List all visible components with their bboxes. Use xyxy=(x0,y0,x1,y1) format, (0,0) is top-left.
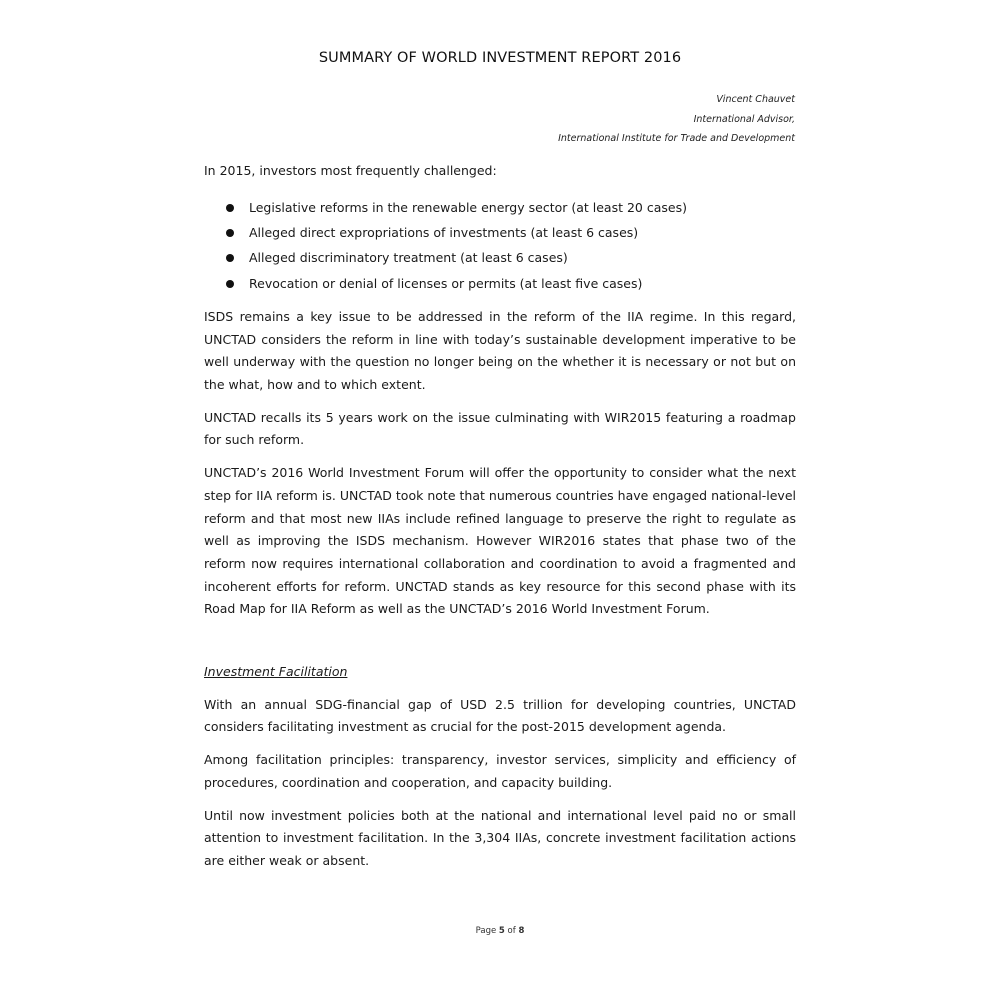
bullet-text: Alleged discriminatory treatment (at least 6 cases) xyxy=(249,250,568,266)
bullet-dot-icon xyxy=(226,254,234,262)
author-role: International Advisor, xyxy=(693,113,795,125)
bullet-item xyxy=(204,220,796,245)
bullet-item xyxy=(204,245,796,270)
document-body xyxy=(204,160,796,883)
bullet-item xyxy=(204,195,796,220)
bullet-dot-icon xyxy=(226,204,234,212)
bullet-text: Revocation or denial of licenses or permits (at least five cases) xyxy=(249,275,643,291)
footer-page-prefix: Page xyxy=(475,926,499,936)
bullet-list xyxy=(204,195,796,296)
body-paragraph: ISDS remains a key issue to be addressed in the reform of the IIA regime. In this regard, UNCTAD considers the reform in line with today’s sustainable development imperative to be well underway with the question no longer being on the whether it is necessary or not but on the what, how and to which extent. xyxy=(204,308,796,392)
author-organization: International Institute for Trade and Development xyxy=(558,133,795,144)
bullet-dot-icon xyxy=(226,280,234,288)
footer-total-pages: 8 xyxy=(518,926,525,936)
author-name: Vincent Chauvet xyxy=(716,94,795,105)
footer-page-middle: of xyxy=(504,926,519,936)
section-paragraph: Among facilitation principles: transparency, investor services, simplicity and efficiency of procedures, coordination and cooperation, and capacity building. xyxy=(204,752,796,790)
footer-current-page: 5 xyxy=(498,926,505,936)
bullet-text: Alleged direct expropriations of investments (at least 6 cases) xyxy=(249,225,639,240)
bullet-dot-icon xyxy=(226,229,234,237)
document-title: SUMMARY OF WORLD INVESTMENT REPORT 2016 xyxy=(318,50,682,66)
author-block xyxy=(558,90,795,149)
body-paragraph: UNCTAD’s 2016 World Investment Forum will offer the opportunity to consider what the next step for IIA reform is. UNCTAD took note that numerous countries have engaged national-level reform and that most new IIAs include refined language to preserve the right to regulate as well as improving the ISDS mechanism. However WIR2016 states that phase two of the reform now requires international collaboration and coordination to avoid a fragmented and incoherent efforts for reform. UNCTAD stands as key resource for this second phase with its Road Map for IIA Reform as well as the UNCTAD’s 2016 World Investment Forum. xyxy=(204,465,796,617)
body-paragraph: UNCTAD recalls its 5 years work on the issue culminating with WIR2015 featuring a roadmap for such reform. xyxy=(204,409,796,448)
bullet-text: Legislative reforms in the renewable energy sector (at least 20 cases) xyxy=(249,199,687,215)
section-heading: Investment Facilitation xyxy=(204,664,348,680)
intro-paragraph: In 2015, investors most frequently challenged: xyxy=(204,163,497,178)
section-paragraph: With an annual SDG-financial gap of USD 2.5 trillion for developing countries, UNCTAD considers facilitating investment as crucial for the post-2015 development agenda. xyxy=(204,696,796,735)
page-footer xyxy=(0,926,1000,936)
section-paragraph: Until now investment policies both at the national and international level paid no or small attention to investment facilitation. In the 3,304 IIAs, concrete investment facilitation actions are either weak or absent. xyxy=(204,807,796,868)
bullet-item xyxy=(204,271,796,296)
